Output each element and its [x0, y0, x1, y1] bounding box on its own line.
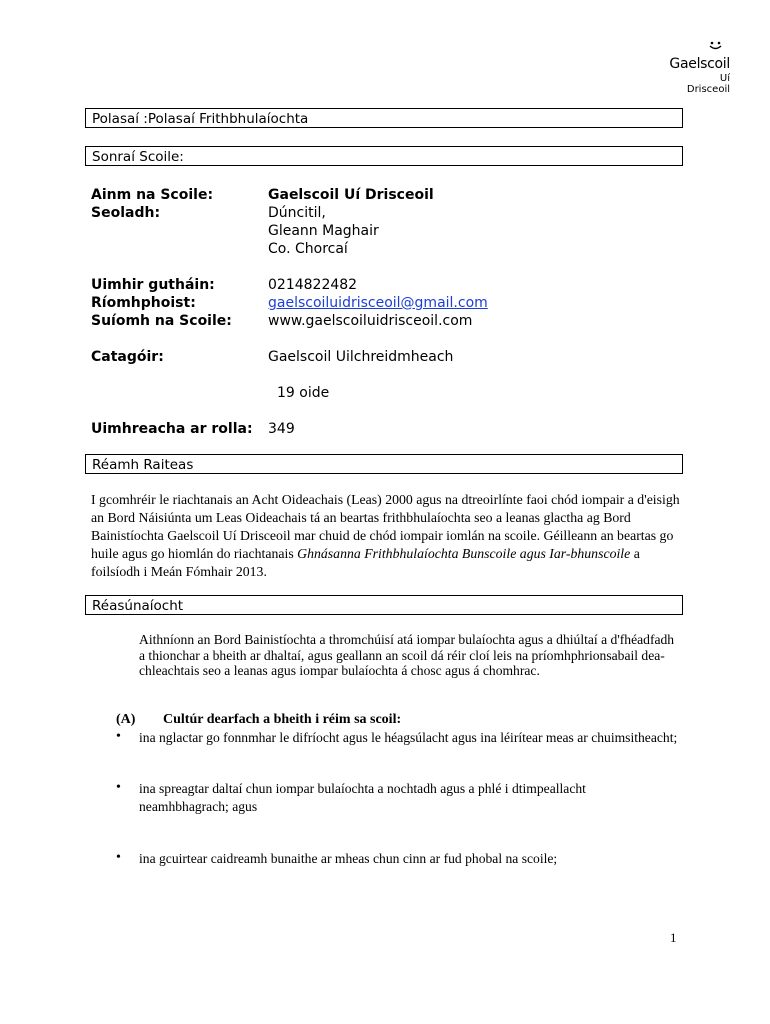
bullet-icon: •: [116, 729, 121, 744]
phone-label: Uimhir gutháin:: [91, 277, 215, 293]
school-details-header: Sonraí Scoile:: [85, 146, 683, 166]
roll-value: 349: [268, 421, 295, 437]
school-name-value: Gaelscoil Uí Drisceoil: [268, 187, 434, 203]
preamble-italic-title: Ghnásanna Frithbhulaíochta Bunscoile agus Iar-bhunscoile: [297, 546, 631, 561]
email-link[interactable]: gaelscoiluidrisceoil@gmail.com: [268, 295, 488, 311]
bullet-icon: •: [116, 850, 121, 865]
address-line-2: Gleann Maghair: [268, 223, 379, 239]
rationale-header: Réasúnaíocht: [85, 595, 683, 615]
page-number: 1: [670, 930, 677, 945]
logo-line-2: Uí Drisceoil: [686, 73, 730, 95]
phone-value: 0214822482: [268, 277, 358, 293]
address-line-1: Dúncitil,: [268, 205, 326, 221]
section-a-title: Cultúr dearfach a bheith i réim sa scoil:: [163, 712, 402, 727]
smile-logo-icon: [708, 40, 724, 52]
address-label: Seoladh:: [91, 205, 161, 221]
category-value: Gaelscoil Uilchreidmheach: [268, 349, 454, 365]
address-line-3: Co. Chorcaí: [268, 241, 348, 257]
school-logo: [669, 40, 744, 95]
bullet-text-1: ina nglactar go fonnmhar le difríocht agus le héagsúlacht agus ina léirítear meas ar chuimsitheacht;: [139, 730, 678, 745]
bullet-icon: •: [116, 780, 121, 795]
policy-header: Polasaí :Polasaí Frithbhulaíochta: [85, 108, 683, 128]
category-label: Catagóir:: [91, 349, 164, 365]
teachers-value: 19 oide: [277, 385, 330, 401]
email-label: Ríomhphoist:: [91, 295, 196, 311]
rationale-text: Aithníonn an Bord Bainistíochta a thromchúisí atá iompar bulaíochta agus a dhiúltaí a d'fhéadfadh a thionchar a bheith ar dhaltaí, agus geallann an scoil dá réir cloí leis na príomhphrionsabail dea-chleachtais seo a leanas agus iompar bulaíochta á chosc agus á chomhrac.: [139, 632, 675, 678]
logo-line-1: Gaelscoil: [669, 56, 730, 72]
school-name-label: Ainm na Scoile:: [91, 187, 214, 203]
bullet-text-3: ina gcuirtear caidreamh bunaithe ar mheas chun cinn ar fud phobal na scoile;: [139, 851, 558, 866]
website-value: www.gaelscoiluidrisceoil.com: [268, 313, 473, 329]
section-a-marker: (A): [116, 712, 136, 727]
website-label: Suíomh na Scoile:: [91, 313, 232, 329]
preamble-text: I gcomhréir le riachtanais an Acht Oideachais (Leas) 2000 agus na dtreoirlínte faoi chód iompair a d'eisigh an Bord Náisiúnta um Leas Oideachais tá an beartas frithbhulaíochta seo a leanas glactha ag Bord Bainistíochta Gaelscoil Uí Drisceoil mar chuid de chód iompair iomlán na scoile. Géilleann an beartas go huile agus go hiomlán do riachtanais Ghnásanna Frithbhulaíochta Bunscoile agus Iar-bhunscoile a foilsíodh i Meán Fómhair 2013.: [91, 492, 680, 579]
bullet-text-2: ina spreagtar daltaí chun iompar bulaíochta a nochtadh agus a phlé i dtimpeallacht neamhbhagrach; agus: [139, 781, 586, 814]
roll-label: Uimhreacha ar rolla:: [91, 421, 253, 437]
preamble-header: Réamh Raiteas: [85, 454, 683, 474]
